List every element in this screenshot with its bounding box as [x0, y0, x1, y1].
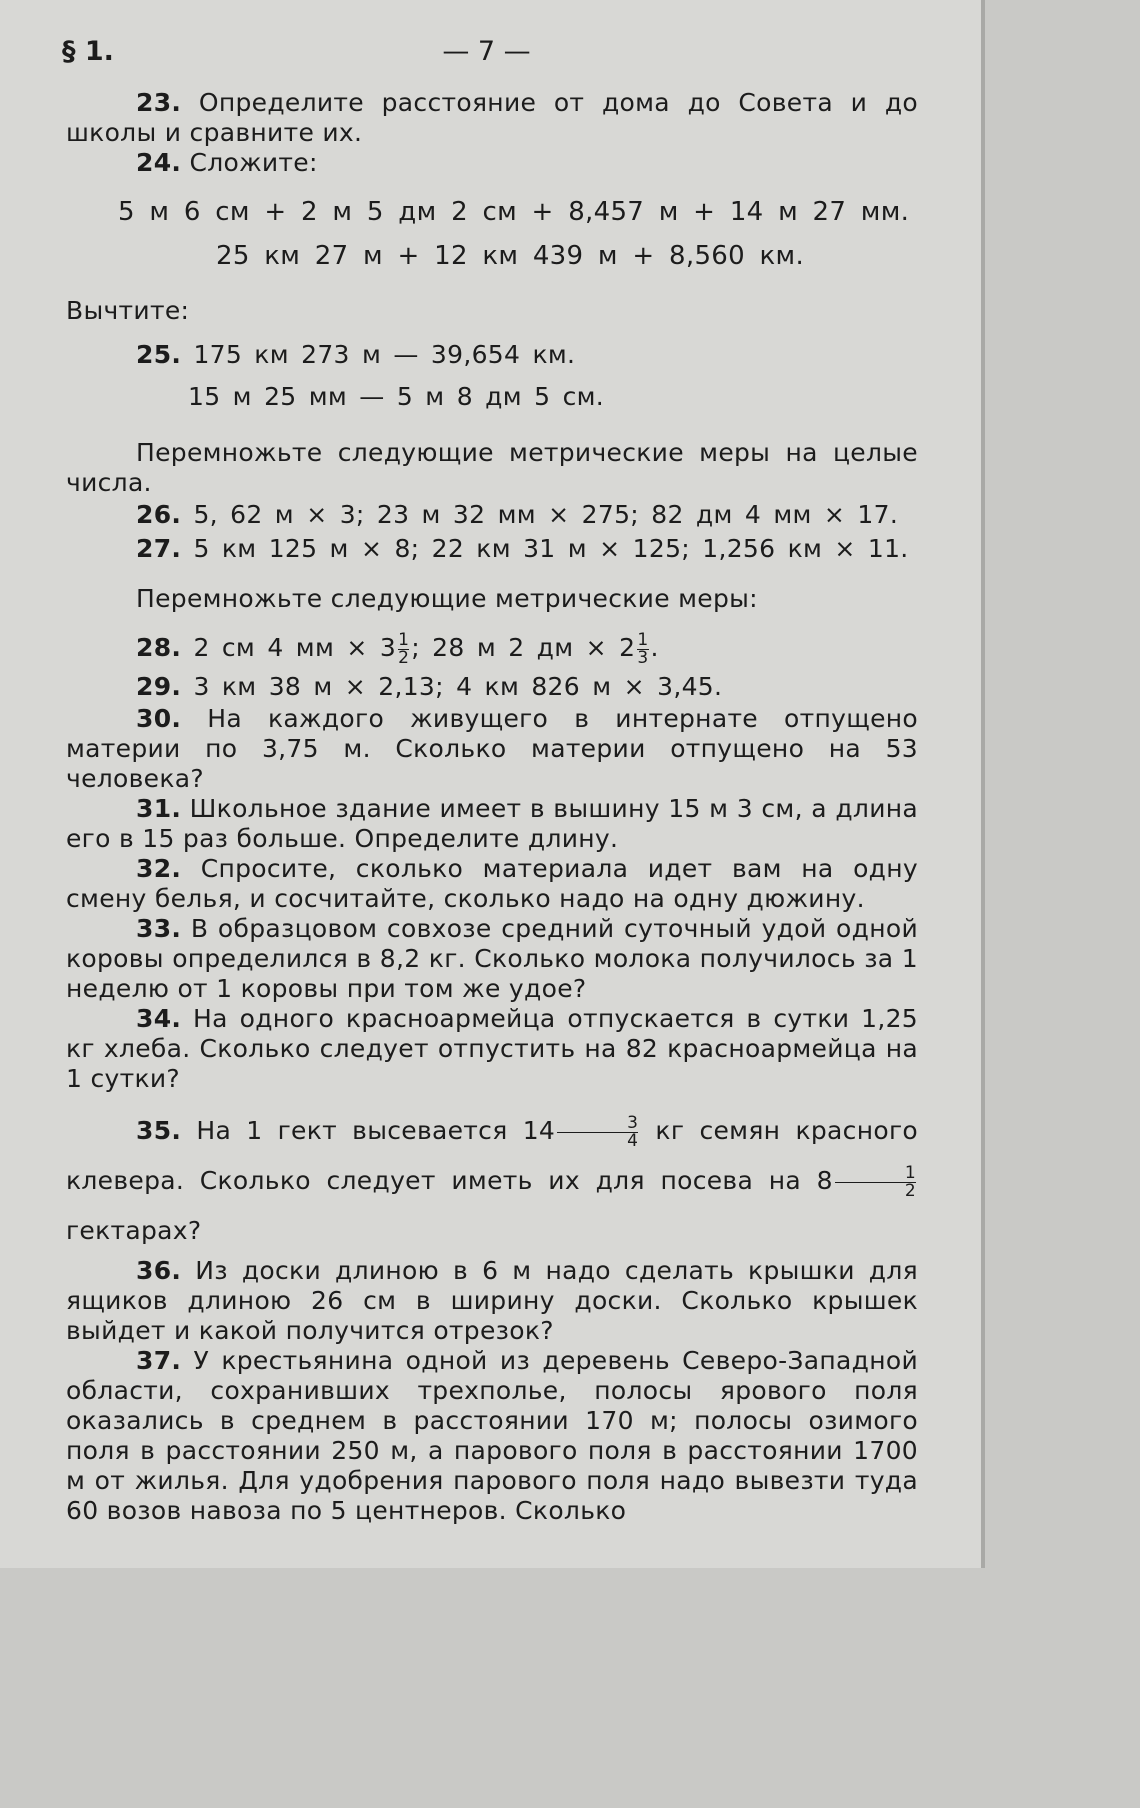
expression: 175 км 273 м — 39,654 км.	[193, 340, 576, 369]
numerator: 1	[398, 629, 410, 650]
expression: 3 км 38 м × 2,13; 4 км 826 м × 3,45.	[193, 672, 723, 701]
instruction-multiply-whole: Перемножьте следующие метрические меры на целые числа.	[66, 438, 918, 497]
fraction	[557, 1112, 639, 1151]
problem-number: 33.	[136, 914, 182, 943]
problem-number: 28.	[136, 633, 182, 662]
problem-36	[66, 1256, 918, 1346]
expression: 5 км 125 м × 8; 22 км 31 м × 125; 1,256 км × 11.	[193, 534, 909, 563]
problem-number: 32.	[136, 854, 182, 883]
subtract-label: Вычтите:	[66, 296, 190, 325]
problem-31	[66, 794, 918, 854]
problem-number: 24.	[136, 148, 182, 177]
numerator: 1	[637, 629, 649, 650]
problem-37	[66, 1346, 918, 1526]
problem-text: Определите расстояние от дома до Совета и до школы и сравните их.	[66, 88, 919, 147]
expression: 5, 62 м × 3; 23 м 32 мм × 275; 82 дм 4 мм × 17.	[193, 500, 899, 529]
fraction	[637, 629, 649, 668]
problem-text: Из доски длиною в 6 м надо сделать крышки для ящиков длиною 26 см в ширину доски. Сколько крышек выйдет и какой получится отрезок?	[66, 1256, 918, 1345]
problem-number: 31.	[136, 794, 182, 823]
problem-35	[66, 1106, 918, 1256]
problem-number: 37.	[136, 1346, 182, 1375]
problem-30	[66, 704, 918, 794]
problem-number: 25.	[136, 340, 182, 369]
page-body	[66, 88, 918, 1526]
problem-text: Школьное здание имеет в вышину 15 м 3 см, а длина его в 15 раз больше. Определите длину.	[66, 794, 919, 853]
problem-text: Спросите, сколько материала идет вам на одну смену белья, и сосчитайте, сколько надо на одну дюжину.	[66, 854, 918, 913]
expression: .	[650, 633, 659, 662]
problem-23	[66, 88, 918, 148]
problem-27	[66, 532, 918, 566]
problem-text: Сложите:	[189, 148, 318, 177]
expression: 2 см 4 мм × 3	[193, 633, 397, 662]
problem-text: гектарах?	[66, 1216, 202, 1245]
section-marker: § 1.	[62, 36, 114, 67]
numerator: 1	[904, 1162, 916, 1183]
problem-34	[66, 1004, 918, 1094]
problem-text: На одного красноармейца отпускается в сутки 1,25 кг хлеба. Сколько следует отпустить на 82 красноармейца на 1 сутки?	[66, 1004, 918, 1093]
problem-number: 34.	[136, 1004, 182, 1033]
denominator: 2	[398, 647, 410, 668]
problem-text: У крестьянина одной из деревень Северо-Западной области, сохранивших трехполье, полосы ярового поля оказались в среднем в расстоянии 170 м; полосы озимого поля в расстоянии 250 м, а парового поля в расстоянии 1700 м от жилья. Для удобрения парового поля надо вывезти туда 60 возов навоза по 5 центнеров. Сколько	[66, 1346, 918, 1525]
denominator: 3	[637, 647, 649, 668]
problem-number: 26.	[136, 500, 182, 529]
problem-text: На каждого живущего в интернате отпущено материи по 3,75 м. Сколько материи отпущено на 53 человека?	[66, 704, 918, 793]
denominator: 4	[557, 1132, 638, 1150]
page-number: — 7 —	[442, 36, 531, 67]
problem-text: кг семян красного клевера. Сколько следует иметь их для посева на 8	[66, 1116, 918, 1195]
problem-number: 36.	[136, 1256, 182, 1285]
expression: ; 28 м 2 дм × 2	[411, 633, 636, 662]
addition-expression-2: 25 км 27 м + 12 км 439 м + 8,560 км.	[216, 241, 805, 271]
problem-number: 27.	[136, 534, 182, 563]
problem-number: 29.	[136, 672, 182, 701]
problem-number: 35.	[136, 1116, 182, 1145]
problem-28	[66, 626, 918, 670]
instruction-multiply-measures: Перемножьте следующие метрические меры:	[136, 584, 758, 613]
problem-29	[66, 670, 918, 704]
numerator: 3	[627, 1112, 639, 1133]
problem-25-line2: 15 м 25 мм — 5 м 8 дм 5 см.	[188, 382, 605, 411]
problem-number: 30.	[136, 704, 182, 733]
problem-text: На 1 гект высевается 14	[196, 1116, 556, 1145]
fraction	[398, 629, 410, 668]
problem-33	[66, 914, 918, 1004]
denominator: 2	[835, 1182, 916, 1200]
page-header	[62, 30, 911, 74]
fraction	[835, 1162, 916, 1201]
problem-number: 23.	[136, 88, 182, 117]
problem-32	[66, 854, 918, 914]
problem-25	[66, 338, 918, 372]
problem-24	[66, 148, 918, 178]
problem-text: В образцовом совхозе средний суточный удой одной коровы определился в 8,2 кг. Сколько молока получилось за 1 неделю от 1 коровы при том же удое?	[66, 914, 918, 1003]
addition-expression-1: 5 м 6 см + 2 м 5 дм 2 см + 8,457 м + 14 м 27 мм.	[118, 197, 910, 227]
problem-26	[66, 498, 918, 532]
